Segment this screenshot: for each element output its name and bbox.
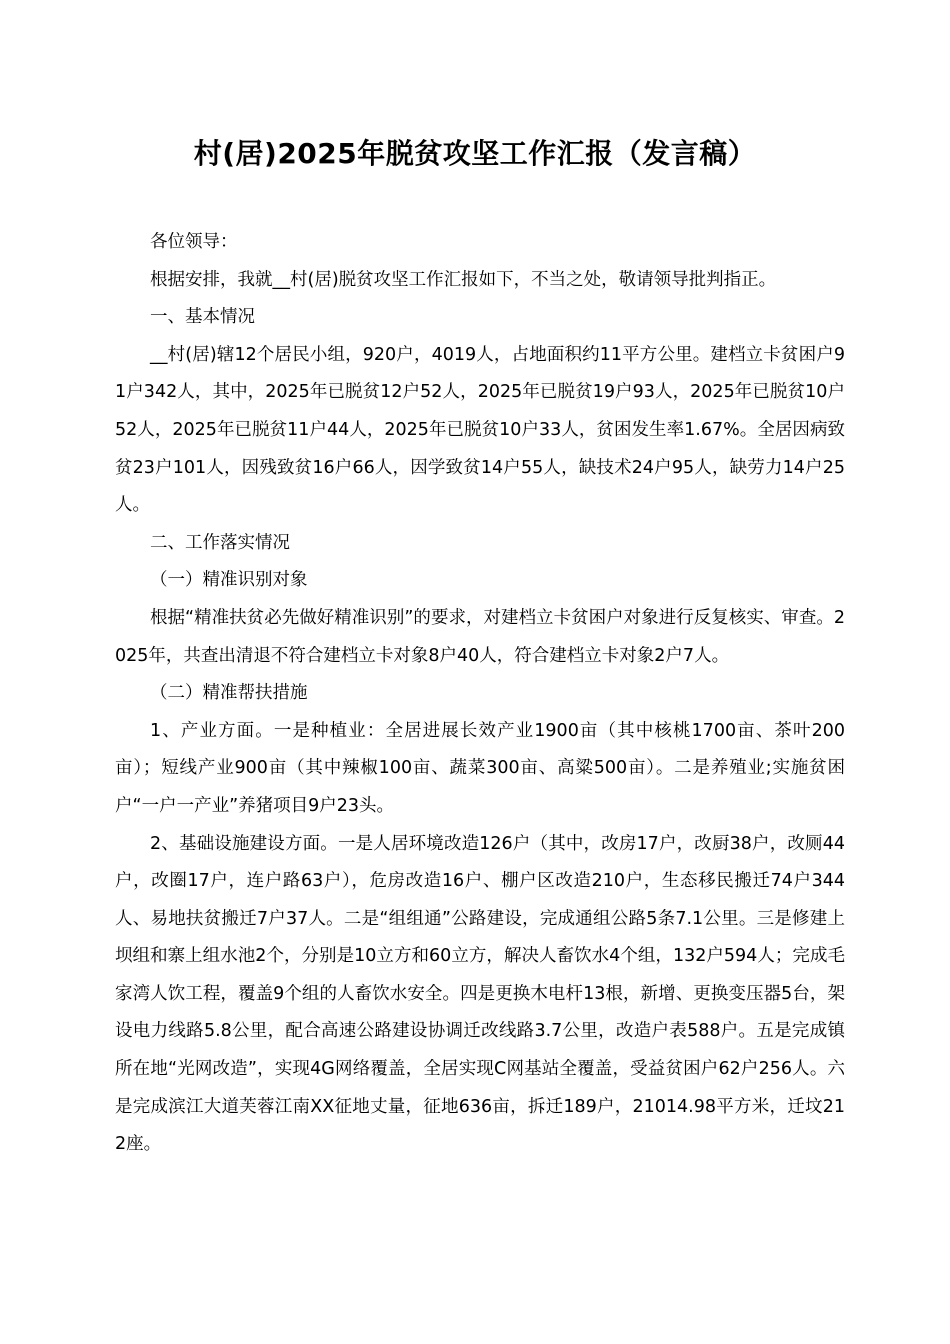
identification-paragraph: 根据“精准扶贫必先做好精准识别”的要求，对建档立卡贫困户对象进行反复核实、审查。2025年，共查出清退不符合建档立卡对象8户40人，符合建档立卡对象2户7人。 [115, 607, 845, 666]
document-body [115, 224, 845, 1164]
subheading-measures: （二）精准帮扶措施 [150, 683, 308, 704]
basic-info-paragraph: __村(居)辖12个居民小组，920户，4019人，占地面积约11平方公里。建档立卡贫困户91户342人，其中，2025年已脱贫12户52人，2025年已脱贫19户93人，2025年已脱贫10户52人，2025年已脱贫11户44人，2025年已脱贫10户33人，贫困发生率1.67%。全居因病致贫23户101人，因残致贫16户66人，因学致贫14户55人，缺技术24户95人，缺劳力14户25人。 [115, 344, 845, 516]
intro-paragraph: 根据安排，我就__村(居)脱贫攻坚工作汇报如下，不当之处，敬请领导批判指正。 [150, 269, 777, 290]
salutation: 各位领导： [150, 232, 238, 252]
section-heading-work: 二、工作落实情况 [150, 532, 290, 553]
industry-paragraph: 1、产业方面。一是种植业：全居进展长效产业1900亩（其中核桃1700亩、茶叶200亩）；短线产业900亩（其中辣椒100亩、蔬菜300亩、高粱500亩）。二是养殖业;实施贫困户“一户一产业”养猪项目9户23头。 [115, 720, 845, 816]
infrastructure-paragraph: 2、基础设施建设方面。一是人居环境改造126户（其中，改房17户，改厨38户，改厕44户，改圈17户，连户路63户），危房改造16户、棚户区改造210户，生态移民搬迁74户344人、易地扶贫搬迁7户37人。二是“组组通”公路建设，完成通组公路5条7.1公里。三是修建上坝组和寨上组水池2个，分别是10立方和60立方，解决人畜饮水4个组，132户594人；完成毛家湾人饮工程，覆盖9个组的人畜饮水安全。四是更换木电杆13根，新增、更换变压器5台，架设电力线路5.8公里，配合高速公路建设协调迁改线路3.7公里，改造户表588户。五是完成镇所在地“光网改造”，实现4G网络覆盖，全居实现C网基站全覆盖，受益贫困户62户256人。六是完成滨江大道芙蓉江南XX征地丈量，征地636亩，拆迁189户，21014.98平方米，迁坟212座。 [115, 833, 845, 1155]
subheading-identification: （一）精准识别对象 [150, 570, 308, 591]
section-heading-basic: 一、基本情况 [150, 307, 255, 328]
document-title: 村(居)2025年脱贫攻坚工作汇报（发言稿） [193, 137, 757, 170]
